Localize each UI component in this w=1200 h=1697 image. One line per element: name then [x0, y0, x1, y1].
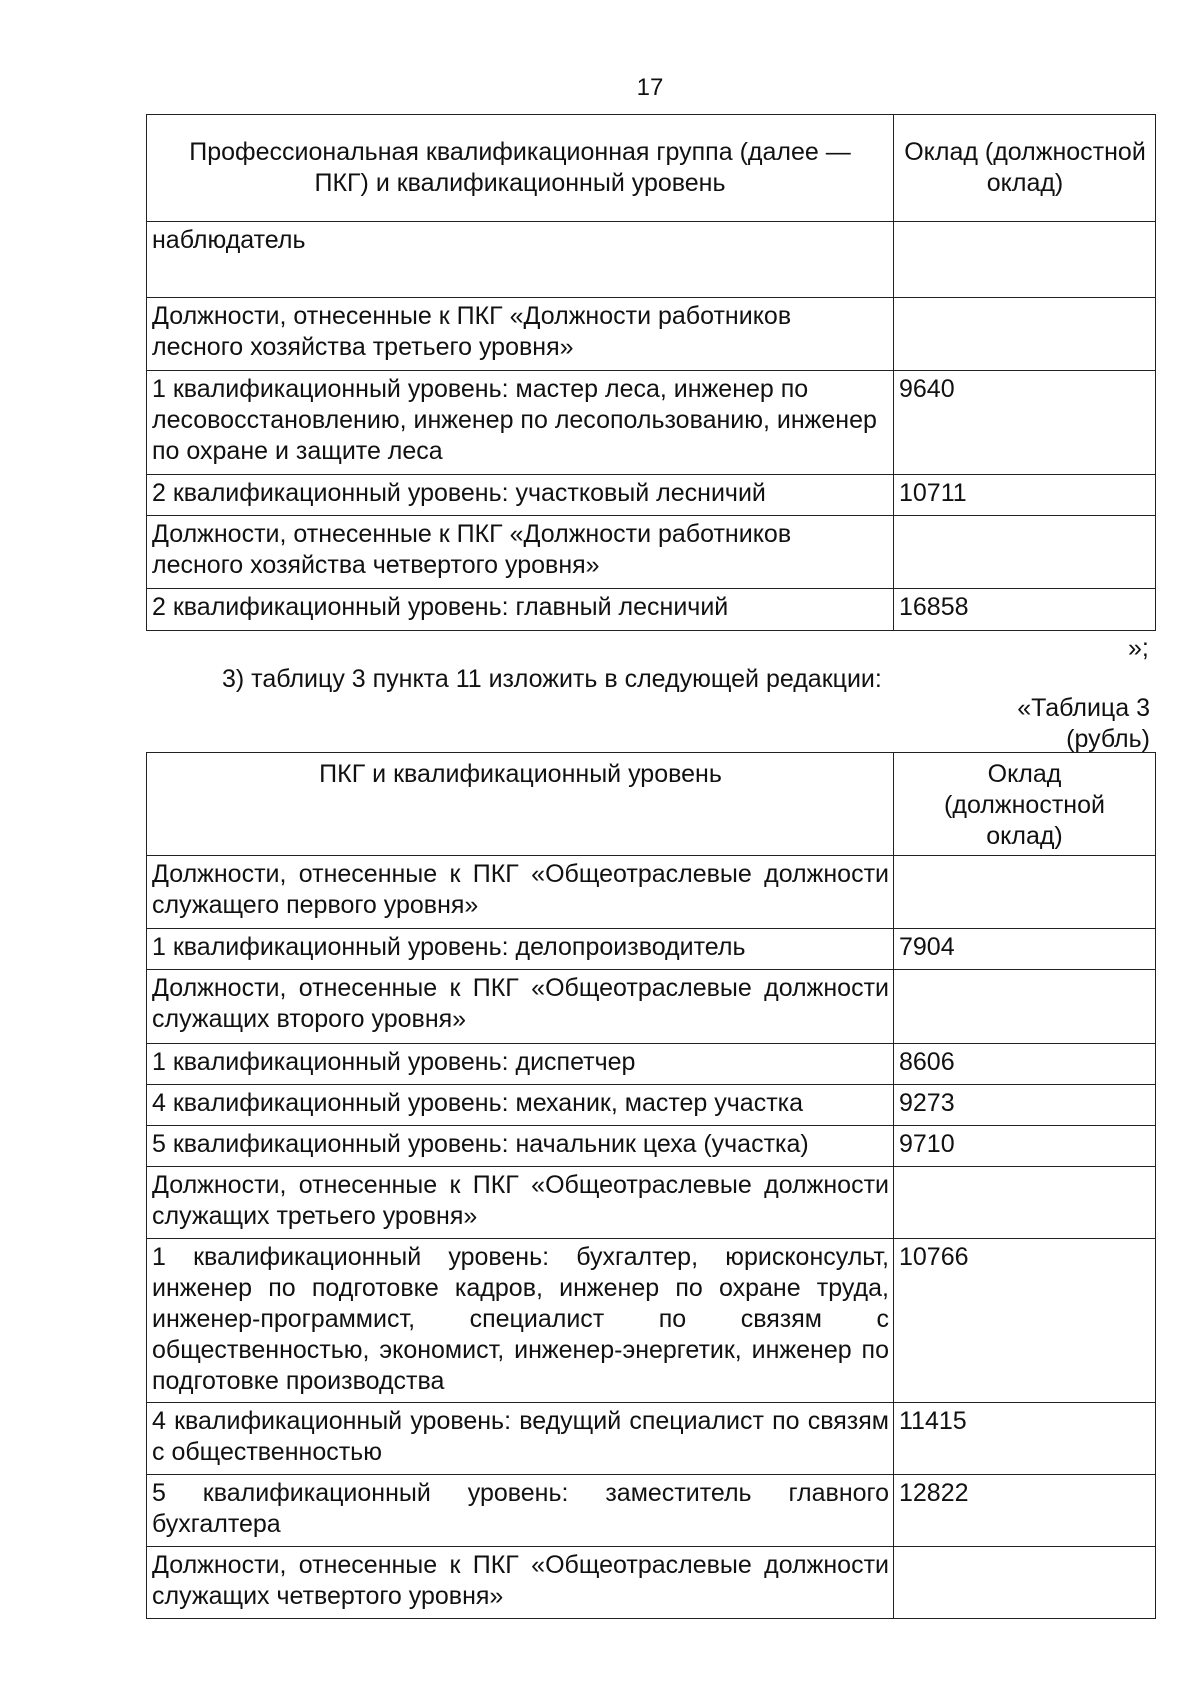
position-cell: наблюдатель [147, 222, 894, 298]
table-row [147, 1547, 1156, 1619]
table-row [147, 371, 1156, 475]
table-header-row [147, 753, 1156, 856]
position-cell: Должности, отнесенные к ПКГ «Общеотраслевые должности служащего первого уровня» [147, 856, 894, 929]
salary-cell: 11415 [894, 1403, 1156, 1475]
table-row [147, 1085, 1156, 1126]
table-row [147, 1126, 1156, 1167]
position-cell: 1 квалификационный уровень: делопроизводитель [147, 929, 894, 970]
position-cell: 2 квалификационный уровень: участковый лесничий [147, 475, 894, 516]
table-caption [1000, 693, 1150, 755]
table-row [147, 1167, 1156, 1239]
table-row [147, 298, 1156, 371]
header-qualification-group: Профессиональная квалификационная группа (далее — ПКГ) и квалификационный уровень [147, 115, 894, 222]
caption-unit: (рубль) [1066, 725, 1150, 753]
salary-cell: 9640 [894, 371, 1156, 475]
instruction-text: 3) таблицу 3 пункта 11 изложить в следующей редакции: [222, 665, 882, 693]
salary-table-forestry [146, 114, 1156, 631]
salary-table-general [146, 752, 1156, 1619]
closing-quote: »; [1128, 634, 1149, 662]
salary-cell: 7904 [894, 929, 1156, 970]
salary-cell [894, 970, 1156, 1044]
position-cell: Должности, отнесенные к ПКГ «Должности работников лесного хозяйства третьего уровня» [147, 298, 894, 371]
table-row [147, 970, 1156, 1044]
table-row [147, 475, 1156, 516]
salary-cell: 12822 [894, 1475, 1156, 1547]
position-cell: 4 квалификационный уровень: механик, мастер участка [147, 1085, 894, 1126]
salary-cell [894, 222, 1156, 298]
header-qualification-group: ПКГ и квалификационный уровень [147, 753, 894, 856]
position-cell: 5 квалификационный уровень: начальник цеха (участка) [147, 1126, 894, 1167]
position-cell: Должности, отнесенные к ПКГ «Должности работников лесного хозяйства четвертого уровня» [147, 516, 894, 589]
table-row [147, 1475, 1156, 1547]
table-row [147, 222, 1156, 298]
table-header-row [147, 115, 1156, 222]
position-cell: 1 квалификационный уровень: бухгалтер, юрисконсульт, инженер по подготовке кадров, инженер по охране труда, инженер-программист, специалист по связям с общественностью, экономист, инженер-энергетик, инженер по подготовке производства [147, 1239, 894, 1403]
salary-cell: 9273 [894, 1085, 1156, 1126]
position-cell: 1 квалификационный уровень: диспетчер [147, 1044, 894, 1085]
position-cell: 2 квалификационный уровень: главный лесничий [147, 589, 894, 631]
salary-cell: 10711 [894, 475, 1156, 516]
table-row [147, 856, 1156, 929]
table-row [147, 1239, 1156, 1403]
salary-cell: 10766 [894, 1239, 1156, 1403]
table-row [147, 1403, 1156, 1475]
salary-cell [894, 856, 1156, 929]
salary-cell: 8606 [894, 1044, 1156, 1085]
table-row [147, 516, 1156, 589]
position-cell: Должности, отнесенные к ПКГ «Общеотраслевые должности служащих второго уровня» [147, 970, 894, 1044]
header-salary: Оклад (должностной оклад) [894, 753, 1156, 856]
salary-cell [894, 516, 1156, 589]
position-cell: Должности, отнесенные к ПКГ «Общеотраслевые должности служащих четвертого уровня» [147, 1547, 894, 1619]
header-salary: Оклад (должностной оклад) [894, 115, 1156, 222]
position-cell: 5 квалификационный уровень: заместитель главного бухгалтера [147, 1475, 894, 1547]
salary-cell [894, 1547, 1156, 1619]
salary-cell: 9710 [894, 1126, 1156, 1167]
salary-cell [894, 1167, 1156, 1239]
position-cell: 4 квалификационный уровень: ведущий специалист по связям с общественностью [147, 1403, 894, 1475]
salary-cell: 16858 [894, 589, 1156, 631]
position-cell: 1 квалификационный уровень: мастер леса, инженер по лесовосстановлению, инженер по лесопользованию, инженер по охране и защите леса [147, 371, 894, 475]
table-row [147, 1044, 1156, 1085]
page-number: 17 [636, 74, 664, 101]
table-row [147, 929, 1156, 970]
position-cell: Должности, отнесенные к ПКГ «Общеотраслевые должности служащих третьего уровня» [147, 1167, 894, 1239]
table-row [147, 589, 1156, 631]
caption-title: «Таблица 3 [1017, 694, 1150, 722]
salary-cell [894, 298, 1156, 371]
